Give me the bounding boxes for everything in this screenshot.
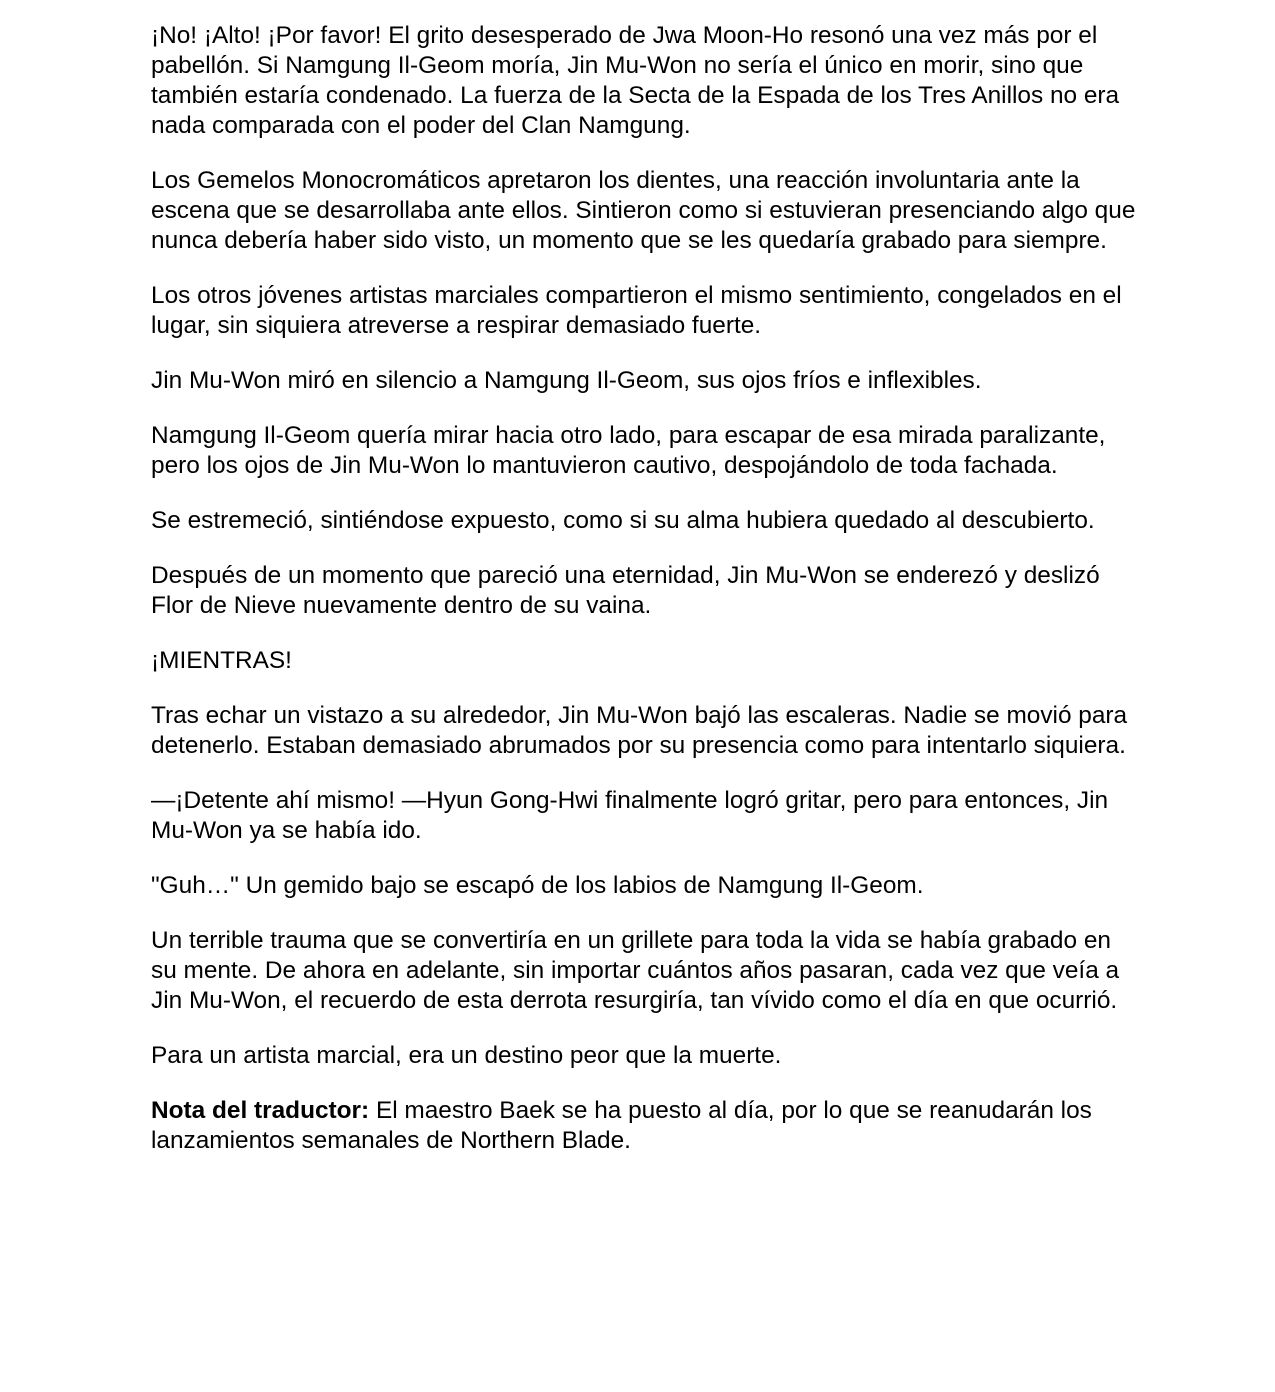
paragraph-2: Los Gemelos Monocromáticos apretaron los dientes, una reacción involuntaria ante la escena que se desarrollaba ante ellos. Sintieron como si estuvieran presenciando algo que nunca debería haber sido visto, un momento que se les quedaría grabado para siempre. bbox=[151, 167, 1136, 254]
paragraph-9: Tras echar un vistazo a su alrededor, Jin Mu-Won bajó las escaleras. Nadie se movió para detenerlo. Estaban demasiado abrumados por su presencia como para intentarlo siquiera. bbox=[151, 702, 1128, 759]
paragraph-3: Los otros jóvenes artistas marciales compartieron el mismo sentimiento, congelados en el lugar, sin siquiera atreverse a respirar demasiado fuerte. bbox=[151, 282, 1122, 339]
document-page bbox=[151, 21, 1136, 1181]
paragraph-10: —¡Detente ahí mismo! —Hyun Gong-Hwi finalmente logró gritar, pero para entonces, Jin Mu-Won ya se había ido. bbox=[151, 787, 1109, 844]
paragraph-4: Jin Mu-Won miró en silencio a Namgung Il-Geom, sus ojos fríos e inflexibles. bbox=[151, 367, 982, 394]
paragraph-6: Se estremeció, sintiéndose expuesto, como si su alma hubiera quedado al descubierto. bbox=[151, 507, 1095, 534]
translator-note-text: El maestro Baek se ha puesto al día, por lo que se reanudarán los lanzamientos semanales de Northern Blade. bbox=[151, 1097, 1092, 1154]
paragraph-5: Namgung Il-Geom quería mirar hacia otro lado, para escapar de esa mirada paralizante, pero los ojos de Jin Mu-Won lo mantuvieron cautivo, despojándolo de toda fachada. bbox=[151, 422, 1106, 479]
translator-note bbox=[151, 1096, 1136, 1156]
paragraph-1: ¡No! ¡Alto! ¡Por favor! El grito desesperado de Jwa Moon-Ho resonó una vez más por el pabellón. Si Namgung Il-Geom moría, Jin Mu-Won no sería el único en morir, sino que también estaría condenado. La fuerza de la Secta de la Espada de los Tres Anillos no era nada comparada con el poder del Clan Namgung. bbox=[151, 22, 1120, 139]
paragraph-13: Para un artista marcial, era un destino peor que la muerte. bbox=[151, 1042, 782, 1069]
paragraph-12: Un terrible trauma que se convertiría en un grillete para toda la vida se había grabado en su mente. De ahora en adelante, sin importar cuántos años pasaran, cada vez que veía a Jin Mu-Won, el recuerdo de esta derrota resurgiría, tan vívido como el día en que ocurrió. bbox=[151, 927, 1120, 1014]
paragraph-8: ¡MIENTRAS! bbox=[151, 647, 292, 674]
paragraph-7: Después de un momento que pareció una eternidad, Jin Mu-Won se enderezó y deslizó Flor de Nieve nuevamente dentro de su vaina. bbox=[151, 562, 1100, 619]
paragraph-11: "Guh…" Un gemido bajo se escapó de los labios de Namgung Il-Geom. bbox=[151, 872, 924, 899]
translator-note-label: Nota del traductor: bbox=[151, 1097, 370, 1124]
